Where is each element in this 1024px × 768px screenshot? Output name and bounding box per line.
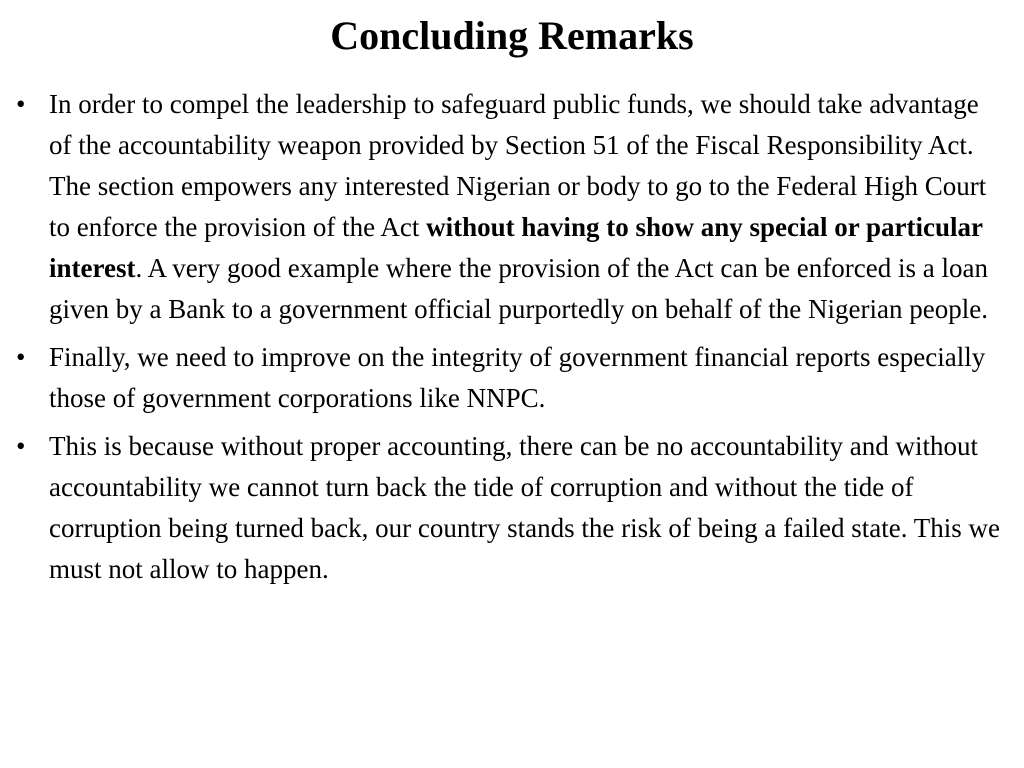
bullet-item — [0, 426, 1000, 590]
bullet-text-part: . A very good example where the provision of the Act can be enforced is a loan given by a Bank to a government official purportedly on behalf of the Nigerian people. — [49, 253, 988, 324]
bullet-item — [0, 337, 1000, 419]
slide-title: Concluding Remarks — [330, 13, 694, 58]
bullet-list — [0, 84, 1000, 597]
bullet-text — [49, 89, 988, 324]
bullet-text: Finally, we need to improve on the integrity of government financial reports especially those of government corporations like NNPC. — [49, 342, 999, 413]
bullet-text-emphasis: without having to show any special or particular interest — [49, 212, 983, 283]
bullet-text-part: In order to compel the leadership to safeguard public funds, we should take advantage of the accountability weapon provided by Section 51 of the Fiscal Responsibility Act. The section empowers any interested Nigerian or body to go to the Federal High Court to enforce the provision of the Act — [49, 89, 987, 242]
bullet-text: This is because without proper accounting, there can be no accountability and without accountability we cannot turn back the tide of corruption and without the tide of corruption being turned back, our country stands the risk of being a failed state. This we must not allow to happen. — [49, 431, 1000, 584]
bullet-icon: • — [16, 342, 26, 372]
bullet-icon: • — [16, 431, 26, 461]
bullet-item — [0, 84, 1000, 330]
bullet-icon: • — [16, 89, 26, 119]
